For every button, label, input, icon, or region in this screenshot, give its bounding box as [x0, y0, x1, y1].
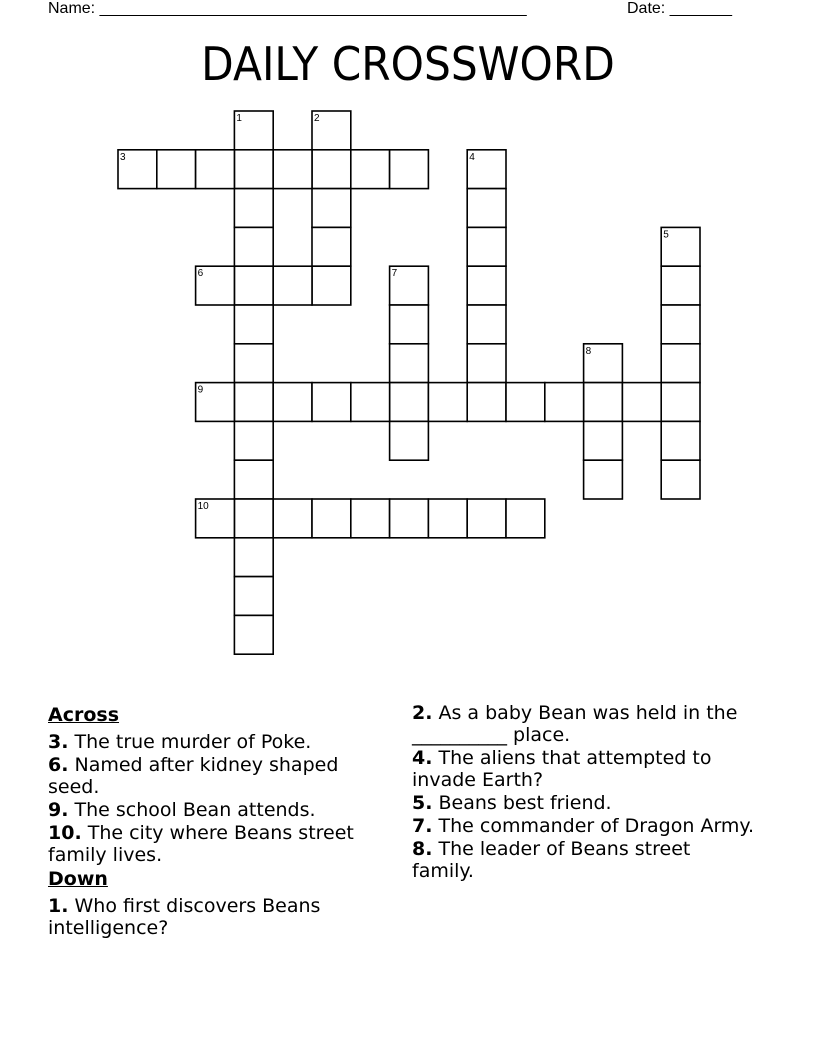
grid-cell[interactable] [661, 266, 700, 305]
clue-across-10 [48, 822, 393, 866]
grid-cell[interactable] [390, 499, 429, 538]
grid-cell[interactable] [234, 499, 273, 538]
clue-number: 5. [412, 792, 433, 814]
grid-cell[interactable] [196, 150, 235, 189]
grid-cell[interactable] [351, 499, 390, 538]
down-heading: Down [48, 868, 108, 890]
grid-cell[interactable] [467, 305, 506, 344]
grid-cell[interactable] [622, 383, 661, 422]
grid-cell[interactable] [545, 383, 584, 422]
grid-cell[interactable] [312, 227, 351, 266]
grid-cell[interactable] [467, 227, 506, 266]
clues-right-column [412, 702, 757, 883]
clue-down-4 [412, 747, 757, 791]
cell-number: 7 [391, 268, 398, 280]
grid-cell[interactable] [390, 305, 429, 344]
clues-left-column [48, 702, 393, 940]
grid-cell[interactable] [467, 499, 506, 538]
grid-cell[interactable] [273, 499, 312, 538]
clue-across-6 [48, 754, 393, 798]
cell-number: 5 [663, 229, 669, 241]
grid-cell[interactable] [584, 460, 623, 499]
grid-cell[interactable] [428, 383, 467, 422]
clue-number: 4. [412, 747, 433, 769]
grid-cell[interactable] [273, 150, 312, 189]
clue-across-3 [48, 731, 393, 753]
grid-cell[interactable] [234, 227, 273, 266]
grid-cell[interactable] [506, 383, 545, 422]
clue-text: The aliens that attempted to invade Earth? [412, 747, 712, 791]
clue-text: Named after kidney shaped seed. [48, 754, 339, 798]
clue-number: 3. [48, 731, 69, 753]
clue-text: The leader of Beans street family. [412, 838, 691, 882]
grid-cell[interactable] [351, 150, 390, 189]
clue-down-5 [412, 792, 757, 814]
clue-number: 2. [412, 702, 433, 724]
grid-cell[interactable] [312, 189, 351, 228]
cell-number: 3 [120, 151, 126, 163]
grid-cell[interactable] [157, 150, 196, 189]
grid-cell[interactable] [234, 577, 273, 616]
clue-number: 7. [412, 815, 433, 837]
clue-number: 9. [48, 799, 69, 821]
clue-text: The school Bean attends. [68, 799, 316, 821]
cell-number: 4 [469, 151, 475, 163]
grid-cell[interactable] [390, 344, 429, 383]
grid-cell[interactable] [234, 538, 273, 577]
grid-cell[interactable] [584, 421, 623, 460]
grid-cell[interactable] [661, 421, 700, 460]
cell-number: 8 [585, 345, 592, 357]
grid-cell[interactable] [234, 189, 273, 228]
grid-cell[interactable] [312, 383, 351, 422]
grid-cell[interactable] [234, 344, 273, 383]
clue-down-1 [48, 895, 393, 939]
cell-number: 10 [197, 501, 209, 512]
clue-text: Beans best friend. [432, 792, 612, 814]
clue-down-7 [412, 815, 757, 837]
grid-cell[interactable] [312, 499, 351, 538]
grid-cell[interactable] [661, 305, 700, 344]
clue-down-2 [412, 702, 757, 746]
clue-text: The city where Beans street family lives. [48, 822, 354, 866]
page-title: DAILY CROSSWORD [201, 37, 615, 91]
grid-cell[interactable] [661, 460, 700, 499]
clue-text: As a baby Bean was held in the __________ place. [412, 702, 738, 746]
grid-cell[interactable] [390, 150, 429, 189]
cell-number: 9 [197, 384, 204, 396]
grid-cell[interactable] [467, 189, 506, 228]
date-field: Date: _______ [627, 0, 732, 17]
grid-cell[interactable] [390, 421, 429, 460]
clue-text: Who first discovers Beans intelligence? [48, 895, 321, 939]
grid-cell[interactable] [273, 383, 312, 422]
clue-across-9 [48, 799, 393, 821]
grid-cell[interactable] [467, 383, 506, 422]
clue-number: 8. [412, 838, 433, 860]
grid-cell[interactable] [351, 383, 390, 422]
grid-cell[interactable] [234, 460, 273, 499]
across-heading: Across [48, 704, 120, 726]
cell-number: 6 [197, 268, 204, 280]
grid-cell[interactable] [234, 266, 273, 305]
clue-number: 10. [48, 822, 82, 844]
grid-cell[interactable] [661, 383, 700, 422]
clue-text: The true murder of Poke. [68, 731, 312, 753]
grid-cell[interactable] [661, 344, 700, 383]
grid-cell[interactable] [234, 383, 273, 422]
grid-cell[interactable] [234, 305, 273, 344]
grid-cell[interactable] [234, 615, 273, 654]
grid-cell[interactable] [467, 266, 506, 305]
clue-down-8 [412, 838, 757, 882]
grid-cell[interactable] [428, 499, 467, 538]
name-field: Name: ________________________________________________ [48, 0, 527, 17]
grid-cell[interactable] [390, 383, 429, 422]
cell-number: 2 [314, 113, 320, 124]
grid-cell[interactable] [584, 383, 623, 422]
grid-cell[interactable] [312, 266, 351, 305]
grid-cell[interactable] [234, 421, 273, 460]
grid-cell[interactable] [312, 150, 351, 189]
cell-number: 1 [236, 113, 242, 124]
clue-text: The commander of Dragon Army. [432, 815, 755, 837]
grid-cell[interactable] [273, 266, 312, 305]
grid-cell[interactable] [234, 150, 273, 189]
grid-cell[interactable] [506, 499, 545, 538]
clue-number: 1. [48, 895, 69, 917]
grid-cell[interactable] [467, 344, 506, 383]
clue-number: 6. [48, 754, 69, 776]
